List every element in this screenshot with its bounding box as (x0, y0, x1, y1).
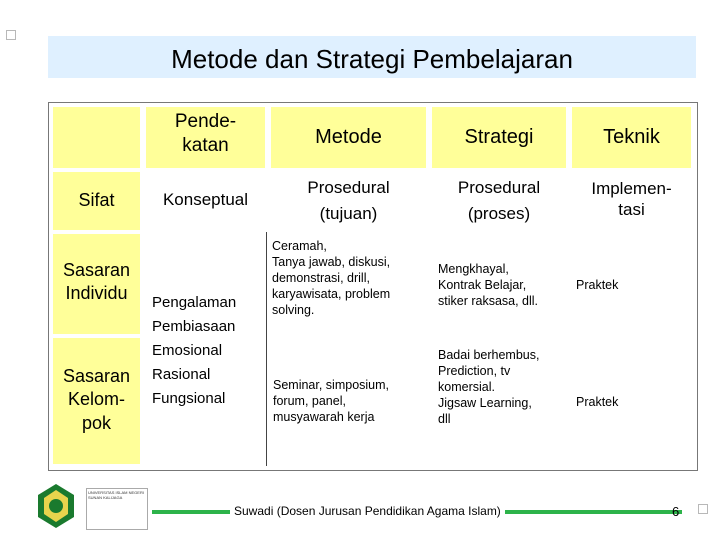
individu-metode: Ceramah, Tanya jawab, diskusi, demonstrasi, drill, karyawisata, problem solving. (272, 239, 391, 317)
sifat-metode: Prosedural (tujuan) (307, 178, 390, 223)
row-label-kelompok: Sasaran Kelom- pok (62, 366, 131, 433)
slide-title: Metode dan Strategi Pembelajaran (171, 44, 573, 74)
divider-pendekatan-metode (266, 232, 267, 466)
kelompok-metode: Seminar, simposium, forum, panel, musyawarah kerja (273, 378, 390, 424)
university-name: UNIVERSITAS ISLAM NEGERI SUNAN KALIJAGA (86, 488, 148, 530)
header-metode: Metode (315, 126, 382, 148)
sifat-pendekatan: Konseptual (162, 190, 249, 209)
sifat-teknik: Implemen- tasi (591, 179, 672, 220)
header-strategi: Strategi (464, 126, 534, 148)
corner-cell (53, 107, 140, 168)
row-label-individu: Sasaran Individu (62, 260, 131, 304)
page-number: 6 (672, 504, 680, 519)
sifat-strategi: Prosedural (proses) (457, 178, 541, 223)
university-logo (36, 483, 76, 529)
footer-credit: Suwadi (Dosen Jurusan Pendidikan Agama Islam) (230, 504, 505, 518)
individu-strategi: Mengkhayal, Kontrak Belajar, stiker raksasa, dll. (438, 262, 539, 308)
individu-teknik: Praktek (576, 278, 619, 292)
row-label-sifat: Sifat (78, 190, 115, 210)
header-teknik: Teknik (603, 126, 660, 148)
pendekatan-list: Pengalaman Pembiasaan Emosional Rasional Fungsional (152, 294, 237, 407)
kelompok-teknik: Praktek (576, 395, 619, 409)
header-pendekatan: Pende- katan (174, 111, 237, 156)
corner-square-top-left (6, 30, 16, 40)
corner-square-bottom-right (698, 504, 708, 514)
kelompok-strategi: Badai berhembus, Prediction, tv komersial. Jigsaw Learning, dll (438, 348, 540, 426)
